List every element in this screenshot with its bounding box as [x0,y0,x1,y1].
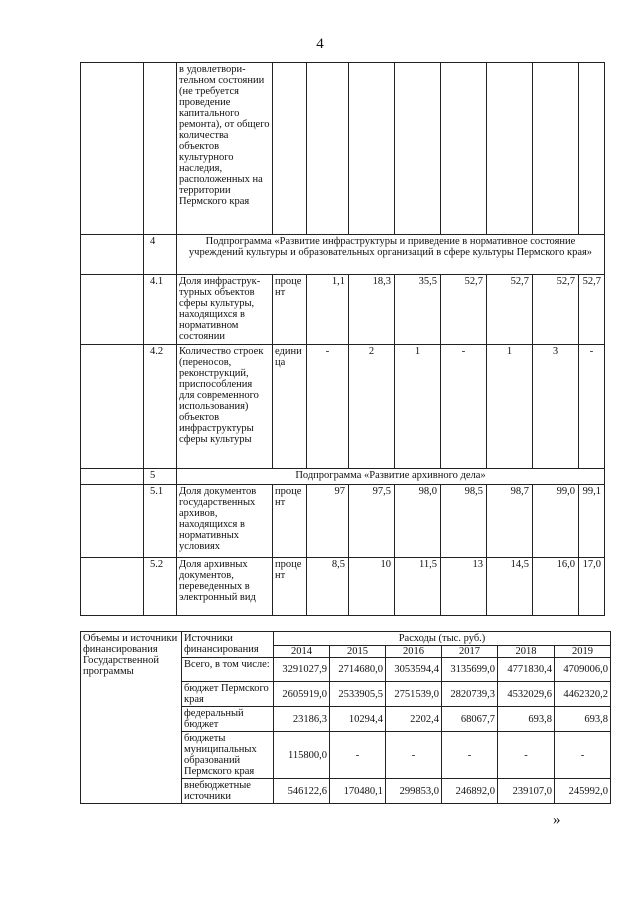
value-cell: 2820739,3 [442,682,498,707]
value-cell: 4532029,6 [498,682,555,707]
section-number: 5 [144,469,177,485]
sources-header: Источники финансирования [182,632,274,658]
row-number: 4.1 [144,275,177,345]
value-cell: 170480,1 [330,779,386,804]
row-number: 5.1 [144,485,177,558]
value-cell: - [498,732,555,779]
value-cell: 98,0 [395,485,441,558]
value-cell: 239107,0 [498,779,555,804]
value-cell: 68067,7 [442,707,498,732]
value-cell: 2533905,5 [330,682,386,707]
value-cell: 3135699,0 [442,658,498,682]
year-header: 2018 [498,646,555,658]
value-cell: 16,0 [533,558,579,616]
section-row [81,469,605,485]
value-cell: 1 [395,345,441,469]
year-header: 2019 [555,646,611,658]
value-cell: 4709006,0 [555,658,611,682]
source-name: внебюджетные источники [182,779,274,804]
value-cell: - [442,732,498,779]
indicator-unit: проце нт [273,485,307,558]
indicator-name: Доля документов государственных архивов, находящихся в нормативных условиях [177,485,273,558]
source-name: Всего, в том числе: [182,658,274,682]
table-row [81,558,605,616]
value-cell: 4462320,2 [555,682,611,707]
value-cell: 11,5 [395,558,441,616]
table-row [81,275,605,345]
source-name: федеральный бюджет [182,707,274,732]
value-cell: 52,7 [533,275,579,345]
value-cell: 98,5 [441,485,487,558]
value-cell: 693,8 [555,707,611,732]
indicators-table [80,62,605,616]
value-cell: 97 [307,485,349,558]
table-row [81,345,605,469]
value-cell: 3 [533,345,579,469]
year-header: 2016 [386,646,442,658]
value-cell: 52,7 [579,275,605,345]
value-cell: - [579,345,605,469]
value-cell: 693,8 [498,707,555,732]
value-cell: 245992,0 [555,779,611,804]
indicator-name: Доля инфраструк-турных объектов сферы культуры, находящихся в нормативном состоянии [177,275,273,345]
source-name: бюджет Пермского края [182,682,274,707]
value-cell: 17,0 [579,558,605,616]
value-cell: - [441,345,487,469]
value-cell: 52,7 [487,275,533,345]
value-cell: 299853,0 [386,779,442,804]
continued-indicator-text: в удовлетвори-тельном состоянии (не требуется проведение капитального ремонта), от общего количества объектов культурного наследия, расположенных на территории Пермского края [177,63,273,235]
table-row [81,485,605,558]
indicator-name: Количество строек (переносов, реконструкций, приспособления для современного использования) объектов инфраструктуры сферы культуры [177,345,273,469]
year-header: 2015 [330,646,386,658]
finance-label: Объемы и источники финансирования Государственной программы [81,632,182,804]
value-cell: 546122,6 [274,779,330,804]
value-cell: 23186,3 [274,707,330,732]
value-cell: 52,7 [441,275,487,345]
section-title: Подпрограмма «Развитие архивного дела» [177,469,605,485]
value-cell: 14,5 [487,558,533,616]
value-cell: 2605919,0 [274,682,330,707]
source-name: бюджеты муниципальных образований Пермского края [182,732,274,779]
value-cell: 1 [487,345,533,469]
indicator-unit: едини ца [273,345,307,469]
closing-quote: » [553,812,561,828]
value-cell: 8,5 [307,558,349,616]
value-cell: - [307,345,349,469]
value-cell: 97,5 [349,485,395,558]
section-row [81,235,605,275]
value-cell: 3291027,9 [274,658,330,682]
table-row [81,63,605,235]
value-cell: 3053594,4 [386,658,442,682]
value-cell: 10 [349,558,395,616]
row-number: 5.2 [144,558,177,616]
finance-table [80,631,611,804]
indicator-unit: проце нт [273,275,307,345]
value-cell: - [386,732,442,779]
year-header: 2014 [274,646,330,658]
value-cell: 10294,4 [330,707,386,732]
value-cell: 2714680,0 [330,658,386,682]
value-cell: 99,1 [579,485,605,558]
value-cell: 4771830,4 [498,658,555,682]
table-row [81,632,611,646]
value-cell: 18,3 [349,275,395,345]
value-cell: 13 [441,558,487,616]
section-number: 4 [144,235,177,275]
value-cell: 98,7 [487,485,533,558]
value-cell: 99,0 [533,485,579,558]
year-header: 2017 [442,646,498,658]
value-cell: 2 [349,345,395,469]
section-title: Подпрограмма «Развитие инфраструктуры и приведение в нормативное состояние учреждений культуры и образовательных организаций в сфере культуры Пермского края» [177,235,605,275]
value-cell: 1,1 [307,275,349,345]
value-cell: 115800,0 [274,732,330,779]
value-cell: 2202,4 [386,707,442,732]
value-cell: 35,5 [395,275,441,345]
value-cell: 2751539,0 [386,682,442,707]
value-cell: 246892,0 [442,779,498,804]
indicator-unit: проце нт [273,558,307,616]
indicator-name: Доля архивных документов, переведенных в электронный вид [177,558,273,616]
row-number: 4.2 [144,345,177,469]
value-cell: - [330,732,386,779]
page-number: 4 [316,36,324,52]
value-cell: - [555,732,611,779]
expenses-header: Расходы (тыс. руб.) [274,632,611,646]
